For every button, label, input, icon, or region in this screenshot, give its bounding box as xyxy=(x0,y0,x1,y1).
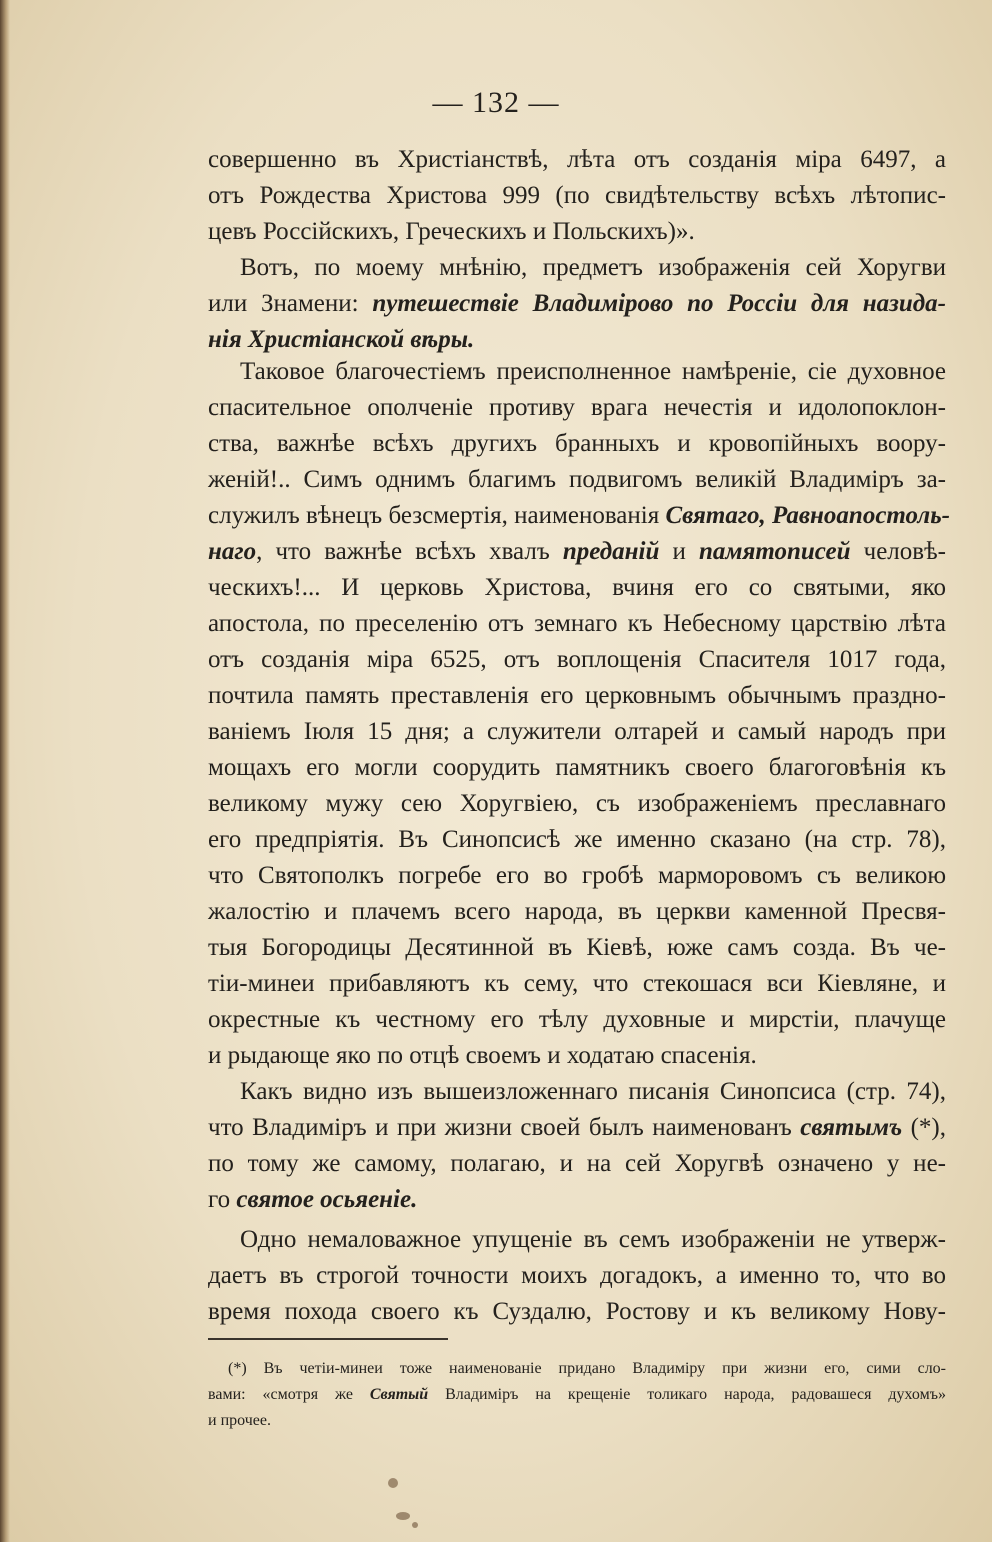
text-span: ваніемъ Іюля 15 дня; а служители олтарей и самый народъ при xyxy=(208,718,946,745)
text-line xyxy=(208,569,946,607)
italic-text: Святый xyxy=(369,1386,429,1403)
text-span: что Святополкъ погребе его во гробѣ марморовомъ съ великою xyxy=(208,862,946,889)
paper-stain xyxy=(396,1512,410,1520)
text-line xyxy=(208,749,946,787)
text-span: служилъ вѣнецъ безсмертія, наименованія xyxy=(208,502,666,529)
paper-stain xyxy=(388,1478,398,1488)
page-number: — 132 — xyxy=(432,86,560,119)
text-span: время похода своего къ Суздалю, Ростову и къ великому Нову- xyxy=(208,1298,946,1325)
italic-text: преданій xyxy=(562,538,660,565)
text-line xyxy=(208,461,946,499)
text-line xyxy=(240,1221,946,1259)
text-span: ческихъ!... И церковь Христова, вчиня его со святыми, яко xyxy=(208,574,946,601)
text-line xyxy=(208,893,946,931)
text-line xyxy=(208,857,946,895)
text-span: женій!.. Симъ однимъ благимъ подвигомъ великій Владиміръ за- xyxy=(208,466,946,493)
text-span: го xyxy=(208,1186,237,1213)
text-span: по тому же самому, полагаю, и на сей Хоругвѣ означено у не- xyxy=(208,1150,946,1177)
text-line xyxy=(208,605,946,643)
text-line xyxy=(208,641,946,679)
text-span: , что важнѣе всѣхъ хвалъ xyxy=(256,538,563,565)
text-line xyxy=(208,929,946,967)
italic-text: нія Христіанской вѣры. xyxy=(208,326,475,353)
text-line xyxy=(208,141,946,179)
text-line xyxy=(208,1293,946,1331)
italic-text: наго xyxy=(208,538,257,565)
text-span: ства, важнѣе всѣхъ другихъ бранныхъ и кровопійныхъ воору- xyxy=(208,430,946,457)
italic-text: Святаго, Равноапостоль- xyxy=(665,502,950,529)
italic-text: святымъ xyxy=(800,1114,903,1141)
text-span: даетъ въ строгой точности моихъ догадокъ, а именно то, что во xyxy=(208,1262,946,1289)
text-span: Одно немаловажное упущеніе въ семъ изображеніи не утверж- xyxy=(240,1226,946,1253)
text-span: человѣ- xyxy=(850,538,946,565)
text-line xyxy=(240,1073,946,1111)
italic-text: памятописей xyxy=(698,538,851,565)
text-line xyxy=(208,1001,946,1039)
text-span: совершенно въ Христіанствѣ, лѣта отъ созданія міра 6497, а xyxy=(208,146,946,173)
text-span: великому мужу сею Хоругвіею, съ изображеніемъ преславнаго xyxy=(208,790,946,817)
text-line xyxy=(208,1037,946,1075)
text-span: Вотъ, по моему мнѣнію, предметъ изображенія сей Хоругви xyxy=(240,254,946,281)
text-line xyxy=(208,1145,946,1183)
footnote-line xyxy=(208,1382,946,1408)
text-line xyxy=(208,677,946,715)
text-line xyxy=(208,821,946,859)
text-line xyxy=(240,249,946,287)
paper-stain xyxy=(412,1522,418,1528)
text-line xyxy=(208,389,946,427)
text-line xyxy=(208,425,946,463)
text-span: тыя Богородицы Десятинной въ Кіевѣ, юже самъ созда. Въ че- xyxy=(208,934,946,961)
text-span: Какъ видно изъ вышеизложеннаго писанія Синопсиса (стр. 74), xyxy=(240,1078,946,1105)
text-span: спасительное ополченіе противу врага нечестія и идолопоклон- xyxy=(208,394,946,421)
text-span: тіи-минеи прибавляютъ къ сему, что стекошася вси Кіевляне, и xyxy=(208,970,946,997)
text-line xyxy=(208,213,946,251)
text-span: и рыдающе яко по отцѣ своемъ и ходатаю спасенія. xyxy=(208,1042,757,1069)
text-line xyxy=(208,1181,946,1219)
text-line xyxy=(208,785,946,823)
text-line xyxy=(208,1109,946,1147)
text-span: (*), xyxy=(902,1114,946,1141)
italic-text: путешествіе Владимірово по Россіи для назида- xyxy=(372,290,947,317)
footnote-separator xyxy=(208,1338,448,1340)
text-span: (*) Въ четіи-минеи тоже наименованіе придано Владиміру при жизни его, сими сло- xyxy=(228,1360,946,1377)
text-span: апостола, по преселенію отъ земнаго къ Небесному царствію лѣта xyxy=(208,610,946,637)
text-span: Таковое благочестіемъ преисполненное намѣреніе, сіе духовное xyxy=(240,358,946,385)
text-span: жалостію и плачемъ всего народа, въ церкви каменной Пресвя- xyxy=(208,898,946,925)
text-span: отъ Рождества Христова 999 (по свидѣтельству всѣхъ лѣтопис- xyxy=(208,182,946,209)
text-span: мощахъ его могли соорудить памятникъ своего благоговѣнія къ xyxy=(208,754,946,781)
text-span: окрестные къ честному его тѣлу духовные и мирстіи, плачуще xyxy=(208,1006,946,1033)
text-span: или Знамени: xyxy=(208,290,373,317)
footnote-line xyxy=(228,1356,946,1382)
text-span: и xyxy=(659,538,699,565)
italic-text: святое осьяеніе. xyxy=(236,1186,418,1213)
text-span: вами: «смотря же xyxy=(208,1386,370,1403)
text-span: отъ созданія міра 6525, отъ воплощенія Спасителя 1017 года, xyxy=(208,646,946,673)
text-span: его предпріятія. Въ Синопсисѣ же именно сказано (на стр. 78), xyxy=(208,826,946,853)
text-line xyxy=(208,965,946,1003)
text-span: почтила память преставленія его церковнымъ обычнымъ праздно- xyxy=(208,682,946,709)
text-line xyxy=(240,353,946,391)
text-line xyxy=(208,285,946,323)
text-span: цевъ Россійскихъ, Греческихъ и Польскихъ)». xyxy=(208,218,695,245)
text-line xyxy=(208,533,946,571)
text-line xyxy=(208,497,950,535)
text-line xyxy=(208,1257,946,1295)
text-span: и прочее. xyxy=(208,1412,271,1429)
text-line xyxy=(208,713,946,751)
text-span: Владиміръ на крещеніе толикаго народа, радовашеся духомъ» xyxy=(428,1386,946,1403)
page-edge-shadow xyxy=(0,0,10,1542)
text-span: что Владиміръ и при жизни своей былъ наименованъ xyxy=(208,1114,801,1141)
footnote-line xyxy=(208,1408,946,1434)
text-line xyxy=(208,177,946,215)
